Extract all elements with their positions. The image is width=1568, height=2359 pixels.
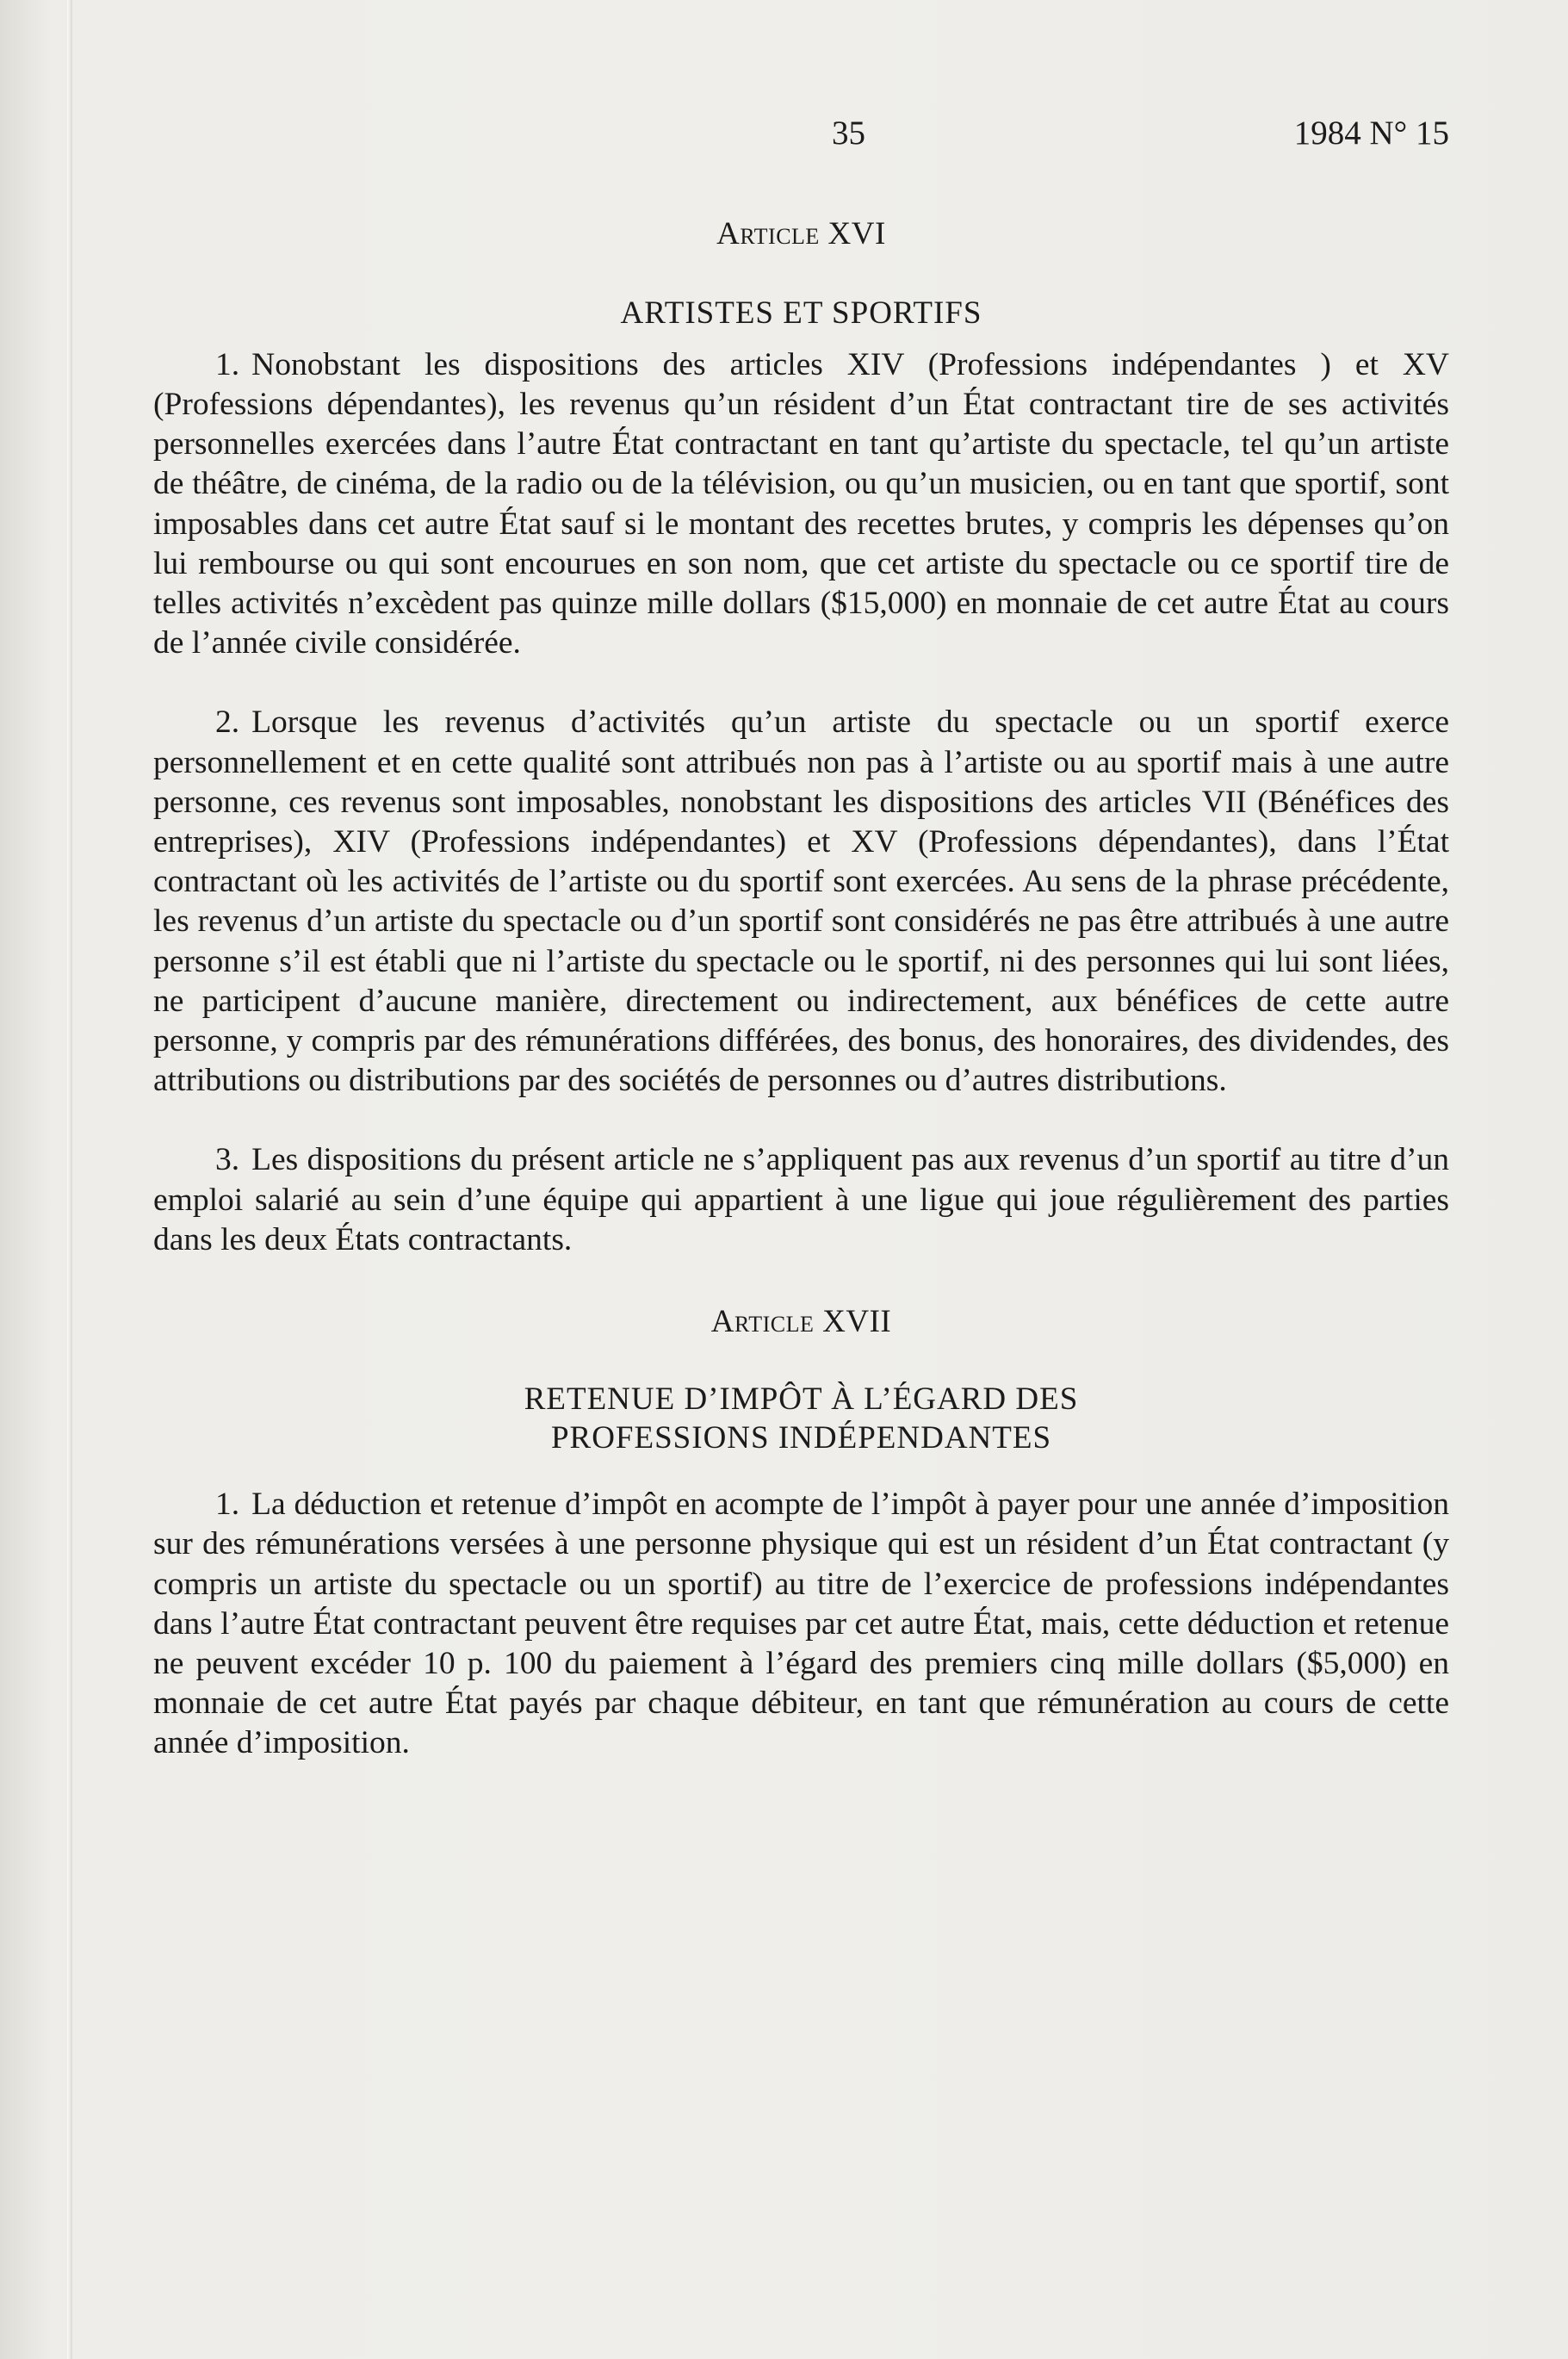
article-xvi-label-text: Article XVI (716, 216, 886, 251)
paragraph-number: 1. (215, 346, 240, 382)
article-xvi-paragraph-1 (153, 345, 1449, 664)
page-number: 35 (832, 115, 865, 152)
year-and-number: 1984 N° 15 (1293, 115, 1449, 152)
paragraph-text: Nonobstant les dispositions des articles XIV (Professions indépendantes ) et XV (Professions dépendantes), les revenus qu’un résident d’un État contractant tire de ses activités personnelles exercées dans l’autre État contractant en tant qu’artiste du spectacle, tel qu’un artiste de théâtre, de cinéma, de la radio ou de la télévision, ou qu’un musicien, ou en tant que sportif, sont imposables dans cet autre État sauf si le montant des recettes brutes, y compris les dépenses qu’on lui rembourse ou qui sont encourues en son nom, que cet artiste du spectacle ou ce sportif tire de telles activités n’excèdent pas quinze mille dollars ($15,000) en monnaie de cet autre État au cours de l’année civile considérée. (153, 346, 1449, 661)
article-xvii-title (153, 1381, 1449, 1457)
article-xvii-label-text: Article XVII (710, 1304, 892, 1340)
paragraph-text: Lorsque les revenus d’activités qu’un artiste du spectacle ou un sportif exerce personnellement et en cette qualité sont attribués non pas à l’artiste ou au sportif mais à une autre personne, ces revenus sont imposables, nonobstant les dispositions des articles VII (Bénéfices des entreprises), XIV (Professions indépendantes) et XV (Professions dépendantes), dans l’État contractant où les activités de l’artiste ou du sportif sont exercées. Au sens de la phrase précédente, les revenus d’un artiste du spectacle ou d’un sportif sont considérés ne pas être attribués à une autre personne s’il est établi que ni l’artiste du spectacle ou le sportif, ni des personnes qui lui sont liées, ne participent d’aucune manière, directement ou indirectement, aux bénéfices de cette autre personne, y compris par des rémunérations différées, des bonus, des honoraires, des dividendes, des attributions ou distributions par des sociétés de personnes ou d’autres distributions. (153, 705, 1449, 1099)
document-page (153, 103, 1449, 1764)
paragraph-number: 1. (215, 1487, 240, 1523)
article-xvi-paragraph-3 (153, 1140, 1449, 1260)
article-xvii-label (153, 1303, 1449, 1341)
paragraph-number: 2. (215, 705, 240, 741)
paragraph-text: La déduction et retenue d’impôt en acompte de l’impôt à payer pour une année d’imposition sur des rémunérations versées à une personne physique qui est un résident d’un État contractant (y compris un artiste du spectacle ou un sportif) au titre de l’exercice de professions indépendantes dans l’autre État contractant peuvent être requises par cet autre État, mais, cette déduction et retenue ne peuvent excéder 10 p. 100 du paiement à l’égard des premiers cinq mille dollars ($5,000) en monnaie de cet autre État payés par chaque débiteur, en tant que rémunération au cours de cette année d’imposition. (153, 1487, 1449, 1761)
page-binding-edge (67, 0, 72, 2359)
paragraph-number: 3. (215, 1142, 240, 1178)
article-xvi-title: ARTISTES ET SPORTIFS (620, 295, 982, 332)
article-xvii-title-line-1: RETENUE D’IMPÔT À L’ÉGARD DES (524, 1381, 1079, 1418)
article-xvi-paragraph-2 (153, 703, 1449, 1101)
paragraph-text: Les dispositions du présent article ne s’appliquent pas aux revenus d’un sportif au titre d’un emploi salarié au sein d’une équipe qui appartient à une ligue qui joue régulièrement des parties dans les deux États contractants. (153, 1142, 1449, 1257)
article-xvii-title-line-2: PROFESSIONS INDÉPENDANTES (550, 1419, 1052, 1456)
running-header (153, 103, 1449, 172)
article-xvi-label (153, 215, 1449, 253)
article-xvii-paragraph-1 (153, 1485, 1449, 1763)
